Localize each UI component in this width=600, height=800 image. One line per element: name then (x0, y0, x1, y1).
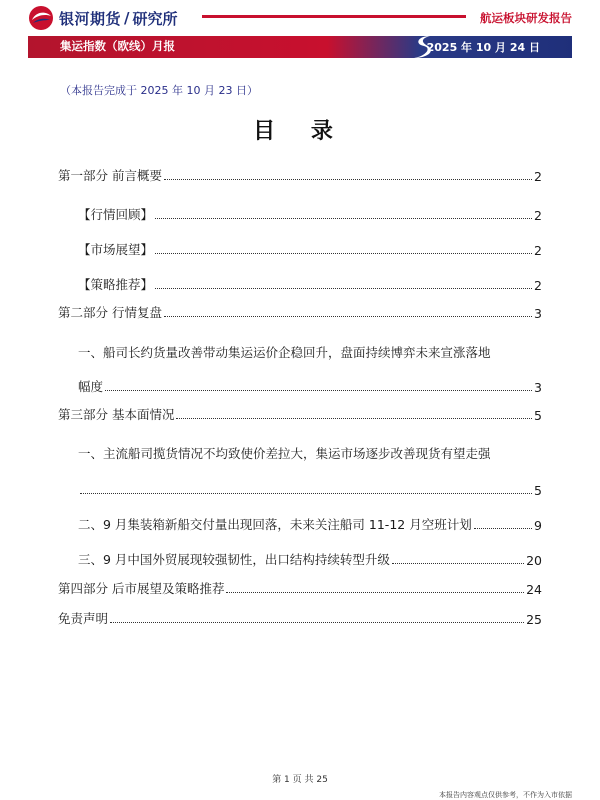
toc-entry-strategy[interactable]: 【策略推荐】 2 (78, 277, 542, 293)
title-banner (28, 36, 572, 58)
toc-entry-3-3[interactable]: 三、9 月中国外贸展现较强韧性，出口结构持续转型升级 20 (78, 552, 542, 568)
toc-entry-3-1-line1[interactable]: 一、主流船司揽货情况不均致使价差拉大，集运市场逐步改善现货有望走强 (78, 446, 491, 461)
brand-name: 银河期货 (59, 9, 122, 28)
completed-note: （本报告完成于 2025 年 10 月 23 日） (60, 84, 258, 97)
banner-title: 集运指数（欧线）月报 (60, 39, 175, 53)
toc-entry-2-1-line1[interactable]: 一、船司长约货量改善带动集运运价企稳回升，盘面持续博弈未来宣涨落地 (78, 345, 491, 360)
logo (28, 5, 178, 31)
toc-title: 目 录 (253, 119, 347, 144)
toc-entry-2-1-line2[interactable]: 幅度 3 (78, 379, 542, 395)
toc-entry-3-2[interactable]: 二、9 月集装箱新船交付量出现回落，未来关注船司 11-12 月空班计划 9 (78, 517, 542, 533)
toc-entry-part3[interactable]: 第三部分 基本面情况 5 (58, 407, 542, 423)
report-category: 航运板块研发报告 (480, 11, 572, 25)
toc-entry-market-review[interactable]: 【行情回顾】 2 (78, 207, 542, 223)
toc-entry-market-outlook[interactable]: 【市场展望】 2 (78, 242, 542, 258)
galaxy-logo-icon (28, 5, 54, 31)
page-number: 第 1 页 共 25 (272, 775, 328, 785)
toc-entry-part2[interactable]: 第二部分 行情复盘 3 (58, 305, 542, 321)
header-divider (202, 15, 466, 18)
toc-entry-disclaimer[interactable]: 免责声明 25 (58, 611, 542, 627)
toc-entry-3-1-line2[interactable]: 5 (78, 480, 542, 498)
brand-sub: 研究所 (132, 9, 178, 28)
banner-date: 2025 年 10 月 24 日 (426, 41, 540, 54)
toc-entry-part4[interactable]: 第四部分 后市展望及策略推荐 24 (58, 581, 542, 597)
footer-disclaimer: 本报告内容观点仅供参考，不作为入市依据 (439, 791, 572, 799)
brand-separator: / (124, 9, 130, 27)
toc-entry-part1[interactable]: 第一部分 前言概要 2 (58, 168, 542, 184)
